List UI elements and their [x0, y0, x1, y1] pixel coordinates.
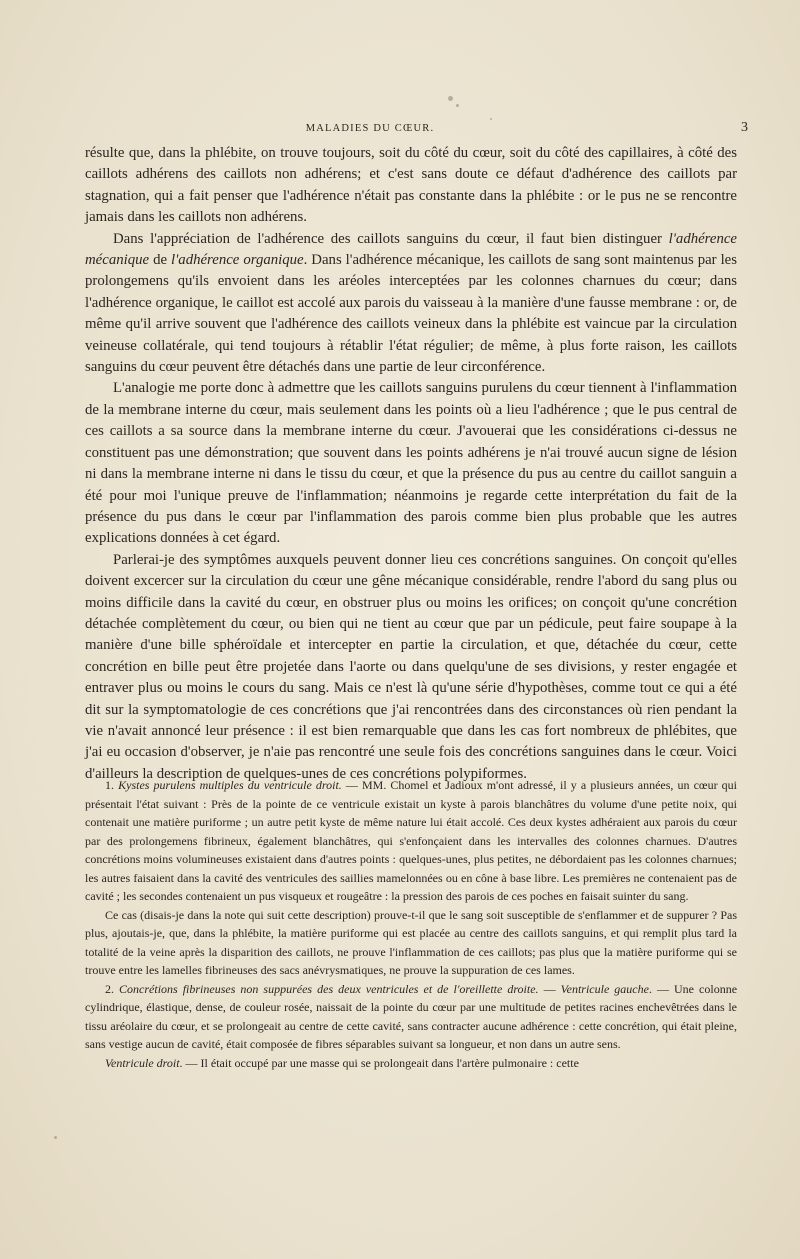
text-run: de — [149, 252, 172, 269]
footnote-text: — MM. Chomel et Jadioux m'ont adressé, il y a plusieurs années, un cœur qui présentait l'état suivant : Près de la pointe de ce ventricule existait un kyste à parois blanchâtres du volume d'une petite noix, qui contenait une matière puriforme ; un autre petit kyste de même nature lui était accolé. Ces deux kystes adhéraient aux parois du cœur par des prolongemens fibrineux, également blanchâtres, qui s'enfonçaient dans les intervalles des colonnes charnues. D'autres concrétions moins volumineuses existaient dans d'autres points : quelques-unes, plus petites, ne débordaient pas les colonnes charnues; les autres faisaient dans la cavité des ventricules des saillies mamelonnées ou en cône à base libre. Les premières ne contenaient pas de cavité ; les secondes contenaient un pus visqueux et rougeâtre : la pression des parois de ces poches en faisait suinter du sang. — [85, 778, 738, 903]
footnote — [85, 1054, 737, 1073]
paper-speck — [456, 104, 459, 107]
footnote-text: . — Une colonne cylindrique, élastique, dense, de couleur rosée, naissait de la pointe du cœur par une multitude de petites racines enchevêtrées dans le tissu aréolaire du cœur, et se prolongeait au centre de cette cavité, sans contracter aucune adhérence : cette concrétion, qui était pleine, sans vestige aucun de cavité, était composée de fibres séparables suivant sa longueur, et non dans un autre sens. — [85, 981, 738, 1051]
paper-speck — [490, 118, 492, 120]
paragraph: L'analogie me porte donc à admettre que les caillots sanguins purulens du cœur tiennent à l'inflammation de la membrane interne du cœur, mais seulement dans les points où a lieu l'adhérence ; que le pus central de ces caillots a sa source dans la membrane interne du cœur. J'avouerai que les considérations ci-dessus ne constituent pas une démonstration; que souvent dans les points adhérens je n'ai trouvé aucun signe de lésion ni dans la membrane interne ni dans le tissu du cœur, et que la présence du pus au centre du caillot sanguin a été pour moi l'unique preuve de l'inflammation; néanmoins je regarde cette interprétation du fait de la présence du pus dans le cœur par l'inflammation des parois comme bien plus probable que les autres explications données à cet égard. — [85, 380, 737, 547]
footnote-continuation: Ce cas (disais-je dans la note qui suit cette description) prouve-t-il que le sang soit susceptible de s'enflammer et de suppurer ? Pas plus, ajoutais-je, que, dans la phlébite, la matière puriforme qui est placée au centre des caillots sanguins, et qui remplit plus tard la totalité de la veine après la disparition des caillots, ne prouve l'inflammation de ces caillots; pas plus que la matière puriforme qui se trouve entre les lamelles fibrineuses des sacs anévrysmatiques, ne prouve la suppuration de ces lames. — [85, 907, 737, 977]
footnotes — [85, 776, 737, 1072]
page-number: 3 — [741, 120, 748, 135]
paragraph — [85, 229, 737, 379]
emphasis: l'adhérence mécanique — [85, 230, 737, 269]
main-text — [85, 143, 737, 785]
footnote-subtitle: Ventricule gauche — [560, 981, 649, 996]
footnote-number: 1. — [105, 778, 119, 792]
paper-speck — [54, 1136, 57, 1139]
emphasis: l'adhérence organique — [171, 252, 304, 269]
paragraph: résulte que, dans la phlébite, on trouve toujours, soit du côté du cœur, soit du côté des capillaires, à côté des caillots adhérens des caillots non adhérens; et c'est sans doute ce défaut d'adhérence des caillots par stagnation, qui a fait penser que l'adhérence n'était pas constante dans la phlébite : or le pus ne se rencontre jamais dans les caillots non adhérens. — [85, 145, 737, 226]
paper-speck — [448, 96, 453, 101]
footnote-dash: — — [538, 981, 561, 996]
footnote-number: 2. — [105, 981, 120, 996]
footnote — [85, 776, 737, 906]
text-run: . Dans l'adhérence mécanique, les caillots de sang sont maintenus par les prolongemens qu'ils envoient dans les aréoles interceptées par les colonnes charnues du cœur; dans l'adhérence organique, le caillot est accolé aux parois du vaisseau à la manière d'une fausse membrane : or, de même qu'il arrive souvent que l'adhérence des caillots veineux dans la phlébite est vaincue par la circulation veineuse collatérale, qui tend toujours à rétablir l'état régulier; de même, à plus forte raison, les caillots sanguins du cœur peuvent être détachés dans une partie de leur circonférence. — [85, 252, 738, 376]
footnote-text: . — Il était occupé par une masse qui se prolongeait dans l'artère pulmonaire : cette — [179, 1055, 579, 1070]
running-head: MALADIES DU CŒUR. — [305, 123, 435, 134]
footnote-title: Concrétions fibrineuses non suppurées des deux ventricules et de l'oreillette droite. — [119, 981, 539, 996]
paragraph: Parlerai-je des symptômes auxquels peuvent donner lieu ces concrétions sanguines. On conçoit qu'elles doivent excercer sur la circulation du cœur une gêne mécanique considérable, rendre l'abord du sang plus ou moins difficile dans la cavité du cœur, en obstruer plus ou moins les orifices; on conçoit qu'une concrétion détachée complètement du cœur, ou bien qui ne tient au cœur que par un pédicule, peut faire soupape à la manière d'une bille sphéroïdale et intercepter en partie la circulation, et que, détachée du cœur, cette concrétion en bille peut être projetée dans l'aorte ou dans quelqu'une de ses divisions, y rester engagée et entraver plus ou moins le cours du sang. Mais ce n'est là qu'une série d'hypothèses, comme tout ce qui a été dit sur la symptomatologie de ces concrétions que j'ai rencontrées dans des circonstances où rien pendant la vie n'avait annoncé leur présence : il est bien remarquable que dans les cas fort nombreux de phlébites, que j'ai eu occasion d'observer, je n'aie pas rencontré une seule fois des concrétions sanguines dans le cœur. Voici d'ailleurs la description de quelques-unes de ces concrétions polypiformes. — [85, 551, 737, 782]
footnote-subtitle: Ventricule droit — [105, 1055, 180, 1070]
footnote — [85, 980, 737, 1054]
page-header — [0, 120, 800, 139]
text-run: Dans l'appréciation de l'adhérence des caillots sanguins du cœur, il faut bien distinguer — [113, 230, 669, 247]
footnote-title: Kystes purulens multiples du ventricule droit. — [118, 778, 342, 792]
